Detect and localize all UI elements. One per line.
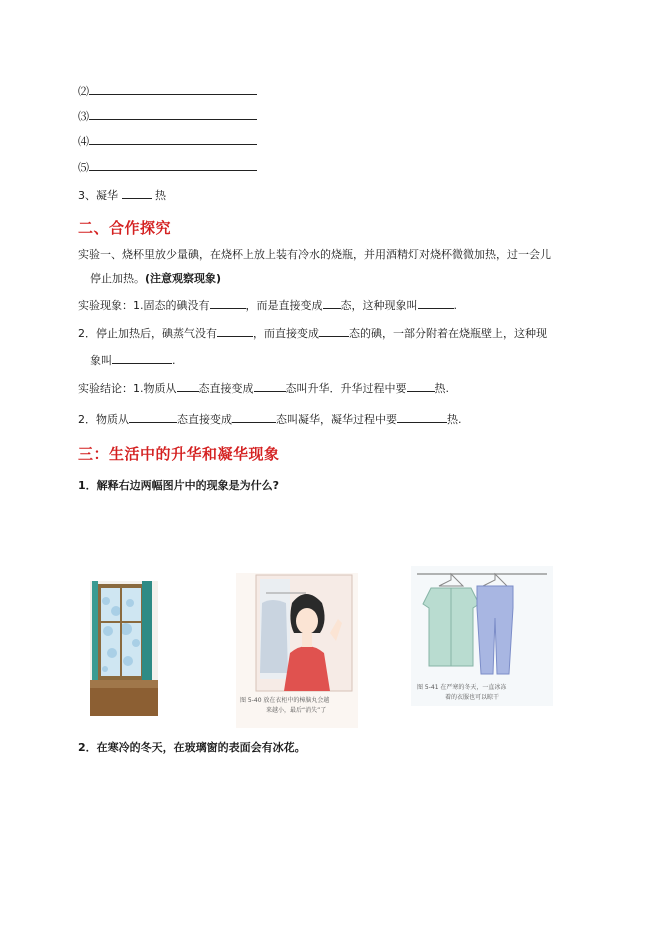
answer-blank[interactable] [254,381,286,392]
answer-blank[interactable] [89,160,257,171]
conclusion-1 [78,381,449,397]
figure-5-41 [411,566,553,706]
section-2-heading: 二、合作探究 [78,219,172,237]
text: 实验现象：1.固态的碘没有 [78,299,210,312]
text: ，而是直接变成 [245,299,323,312]
text: 实验结论：1.物质从 [78,382,177,395]
text: 2．物质从 [78,413,129,426]
question-1: 1．解释右边两幅图片中的现象是为什么? [78,479,280,492]
figure-caption: 图 5-41 在严寒的冬天，一直冰冻 [417,684,507,691]
figure-caption: 图 5-40 放在衣柜中的樟脑丸会越 [240,697,330,704]
experiment-text-1: 实验一、烧杯里放少量碘，在烧杯上放上装有冷水的烧瓶，并用酒精灯对烧杯微微加热，过一会儿 [78,248,551,261]
text: ，而直接变成 [253,327,319,340]
item-3 [78,109,257,125]
item-2 [78,84,257,100]
text: 热. [434,382,449,395]
item-number: ⑶ [78,110,89,123]
observation-2-cont [90,353,176,369]
text: . [453,299,457,312]
question-2: 2．在寒冷的冬天，在玻璃窗的表面会有冰花。 [78,741,306,754]
answer-blank[interactable] [217,326,253,337]
figure-caption: 着的衣服也可以晾干 [445,694,500,701]
text: 态叫凝华，凝华过程中要 [276,413,397,426]
answer-blank[interactable] [129,412,177,423]
text: 态直接变成 [177,413,232,426]
text: 态，这种现象叫 [340,299,418,312]
text: 2．停止加热后，碘蒸气没有 [78,327,217,340]
text: 停止加热。 [90,272,145,285]
answer-blank[interactable] [210,298,246,309]
answer-blank[interactable] [319,326,349,337]
text: 态直接变成 [198,382,254,395]
frosted-window-image [90,581,158,716]
item-number: ⑷ [78,135,89,148]
answer-blank[interactable] [177,381,199,392]
text: 象叫 [90,354,112,367]
item-5 [78,160,257,176]
item-4 [78,134,257,150]
text: 热. [447,413,462,426]
figure-5-40 [236,573,358,728]
text: 态叫升华．升华过程中要 [285,382,407,395]
answer-blank[interactable] [89,109,257,120]
item-text: 3、凝华 [78,189,118,202]
observation-2 [78,326,547,342]
section-3-heading: 三：生活中的升华和凝华现象 [78,445,280,463]
observation-1 [78,298,457,314]
answer-blank[interactable] [407,381,435,392]
item-number: ⑵ [78,85,89,98]
answer-blank[interactable] [323,298,341,309]
girl-wardrobe-image [236,573,358,693]
answer-blank[interactable] [89,134,257,145]
answer-blank[interactable] [232,412,276,423]
answer-blank[interactable] [122,188,152,199]
frozen-clothes-image [411,566,553,680]
note-bold: (注意观察现象) [145,272,222,285]
experiment-text-2 [90,271,221,287]
deposition-item [78,188,166,204]
text: 态的碘，一部分附着在烧瓶壁上，这种现 [349,327,547,340]
answer-blank[interactable] [397,412,447,423]
text: . [172,354,176,367]
conclusion-2 [78,412,462,428]
answer-blank[interactable] [89,84,257,95]
answer-blank[interactable] [112,353,172,364]
figure-caption: 来越小，最后“消失”了 [266,707,327,714]
answer-blank[interactable] [418,298,454,309]
item-number: ⑸ [78,161,89,174]
item-text: 热 [155,189,166,202]
